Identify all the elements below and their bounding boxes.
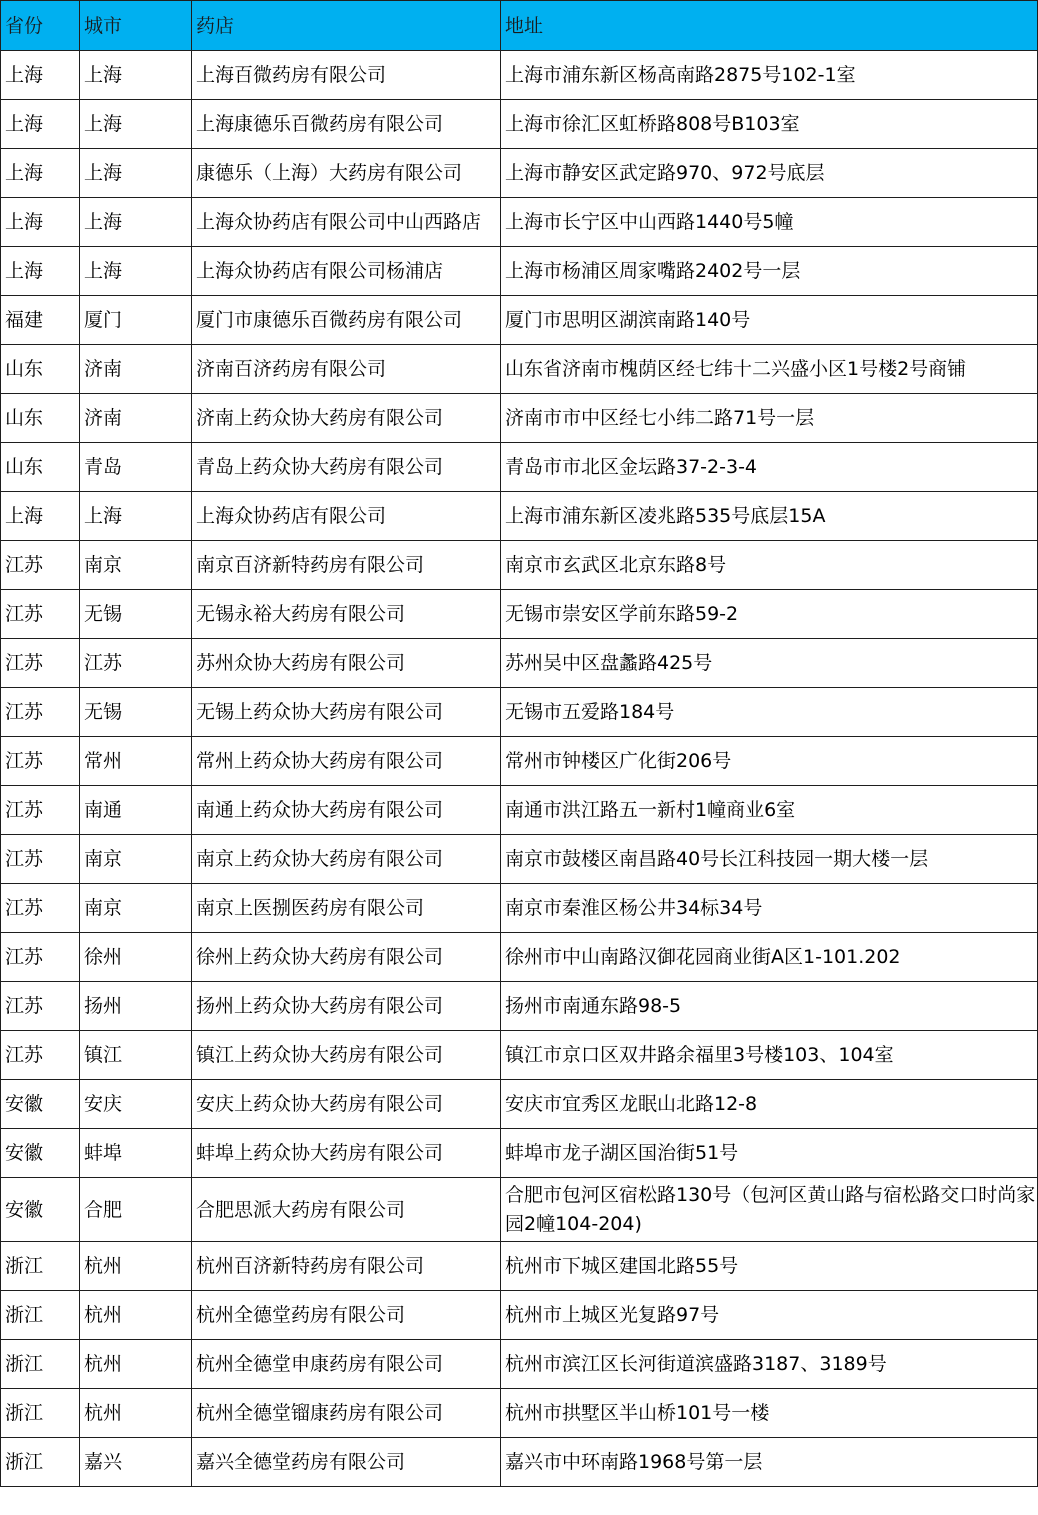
table-row (1, 1340, 1038, 1389)
city-cell: 厦门 (80, 296, 192, 345)
city-cell: 上海 (80, 51, 192, 100)
pharmacy-cell: 厦门市康德乐百微药房有限公司 (192, 296, 501, 345)
city-cell: 南京 (80, 541, 192, 590)
pharmacy-cell: 扬州上药众协大药房有限公司 (192, 982, 501, 1031)
table-row (1, 149, 1038, 198)
address-cell: 上海市长宁区中山西路1440号5幢 (501, 198, 1038, 247)
city-cell: 上海 (80, 247, 192, 296)
province-cell: 江苏 (1, 884, 80, 933)
province-cell: 江苏 (1, 590, 80, 639)
address-cell: 杭州市滨江区长河街道滨盛路3187、3189号 (501, 1340, 1038, 1389)
table-row (1, 884, 1038, 933)
city-cell: 无锡 (80, 688, 192, 737)
table-row (1, 835, 1038, 884)
pharmacy-cell: 无锡上药众协大药房有限公司 (192, 688, 501, 737)
table-row (1, 394, 1038, 443)
city-cell: 上海 (80, 492, 192, 541)
city-cell: 无锡 (80, 590, 192, 639)
pharmacy-cell: 上海众协药店有限公司 (192, 492, 501, 541)
address-cell: 上海市杨浦区周家嘴路2402号一层 (501, 247, 1038, 296)
province-cell: 浙江 (1, 1438, 80, 1487)
table-row (1, 1242, 1038, 1291)
pharmacy-cell: 杭州全德堂药房有限公司 (192, 1291, 501, 1340)
pharmacy-cell: 镇江上药众协大药房有限公司 (192, 1031, 501, 1080)
pharmacy-cell: 上海康德乐百微药房有限公司 (192, 100, 501, 149)
header-city: 城市 (80, 1, 192, 51)
pharmacy-cell: 济南百济药房有限公司 (192, 345, 501, 394)
address-cell: 常州市钟楼区广化街206号 (501, 737, 1038, 786)
city-cell: 上海 (80, 149, 192, 198)
table-row (1, 345, 1038, 394)
address-cell: 杭州市上城区光复路97号 (501, 1291, 1038, 1340)
address-cell: 蚌埠市龙子湖区国治街51号 (501, 1129, 1038, 1178)
address-cell: 上海市浦东新区凌兆路535号底层15A (501, 492, 1038, 541)
province-cell: 上海 (1, 247, 80, 296)
address-cell: 杭州市下城区建国北路55号 (501, 1242, 1038, 1291)
province-cell: 上海 (1, 149, 80, 198)
table-row (1, 933, 1038, 982)
address-cell: 济南市市中区经七小纬二路71号一层 (501, 394, 1038, 443)
pharmacy-cell: 南通上药众协大药房有限公司 (192, 786, 501, 835)
province-cell: 江苏 (1, 541, 80, 590)
province-cell: 山东 (1, 394, 80, 443)
address-cell: 嘉兴市中环南路1968号第一层 (501, 1438, 1038, 1487)
city-cell: 杭州 (80, 1389, 192, 1438)
province-cell: 山东 (1, 345, 80, 394)
address-cell: 上海市静安区武定路970、972号底层 (501, 149, 1038, 198)
province-cell: 江苏 (1, 786, 80, 835)
pharmacy-cell: 上海众协药店有限公司中山西路店 (192, 198, 501, 247)
province-cell: 江苏 (1, 982, 80, 1031)
pharmacy-cell: 青岛上药众协大药房有限公司 (192, 443, 501, 492)
province-cell: 上海 (1, 100, 80, 149)
address-cell: 扬州市南通东路98-5 (501, 982, 1038, 1031)
city-cell: 杭州 (80, 1340, 192, 1389)
city-cell: 镇江 (80, 1031, 192, 1080)
table-row (1, 1080, 1038, 1129)
table-row (1, 51, 1038, 100)
pharmacy-cell: 上海百微药房有限公司 (192, 51, 501, 100)
pharmacy-cell: 蚌埠上药众协大药房有限公司 (192, 1129, 501, 1178)
table-row (1, 198, 1038, 247)
province-cell: 上海 (1, 492, 80, 541)
address-cell: 苏州吴中区盘蠡路425号 (501, 639, 1038, 688)
address-cell: 南通市洪江路五一新村1幢商业6室 (501, 786, 1038, 835)
city-cell: 上海 (80, 100, 192, 149)
city-cell: 合肥 (80, 1178, 192, 1242)
province-cell: 江苏 (1, 639, 80, 688)
pharmacy-cell: 嘉兴全德堂药房有限公司 (192, 1438, 501, 1487)
city-cell: 安庆 (80, 1080, 192, 1129)
address-cell: 无锡市崇安区学前东路59-2 (501, 590, 1038, 639)
pharmacy-cell: 上海众协药店有限公司杨浦店 (192, 247, 501, 296)
table-row (1, 1291, 1038, 1340)
city-cell: 上海 (80, 198, 192, 247)
header-address: 地址 (501, 1, 1038, 51)
address-cell: 青岛市市北区金坛路37-2-3-4 (501, 443, 1038, 492)
province-cell: 浙江 (1, 1242, 80, 1291)
city-cell: 嘉兴 (80, 1438, 192, 1487)
table-row (1, 1389, 1038, 1438)
province-cell: 安徽 (1, 1178, 80, 1242)
table-row (1, 982, 1038, 1031)
pharmacy-cell: 常州上药众协大药房有限公司 (192, 737, 501, 786)
pharmacy-cell: 南京百济新特药房有限公司 (192, 541, 501, 590)
header-pharmacy: 药店 (192, 1, 501, 51)
province-cell: 江苏 (1, 1031, 80, 1080)
table-row (1, 639, 1038, 688)
province-cell: 浙江 (1, 1340, 80, 1389)
province-cell: 上海 (1, 51, 80, 100)
pharmacy-cell: 杭州百济新特药房有限公司 (192, 1242, 501, 1291)
address-cell: 南京市玄武区北京东路8号 (501, 541, 1038, 590)
table-row (1, 247, 1038, 296)
pharmacy-cell: 无锡永裕大药房有限公司 (192, 590, 501, 639)
pharmacy-cell: 南京上药众协大药房有限公司 (192, 835, 501, 884)
province-cell: 江苏 (1, 933, 80, 982)
table-body (1, 51, 1038, 1487)
province-cell: 江苏 (1, 737, 80, 786)
address-cell: 杭州市拱墅区半山桥101号一楼 (501, 1389, 1038, 1438)
header-row (1, 1, 1038, 51)
table-row (1, 590, 1038, 639)
header-province: 省份 (1, 1, 80, 51)
address-cell: 镇江市京口区双井路余福里3号楼103、104室 (501, 1031, 1038, 1080)
province-cell: 浙江 (1, 1389, 80, 1438)
table-row (1, 737, 1038, 786)
city-cell: 扬州 (80, 982, 192, 1031)
city-cell: 杭州 (80, 1291, 192, 1340)
address-cell: 厦门市思明区湖滨南路140号 (501, 296, 1038, 345)
pharmacy-cell: 苏州众协大药房有限公司 (192, 639, 501, 688)
address-cell: 合肥市包河区宿松路130号（包河区黄山路与宿松路交口时尚家园2幢104-204) (501, 1178, 1038, 1242)
province-cell: 江苏 (1, 835, 80, 884)
table-row (1, 296, 1038, 345)
province-cell: 福建 (1, 296, 80, 345)
table-row (1, 1178, 1038, 1242)
pharmacy-cell: 合肥思派大药房有限公司 (192, 1178, 501, 1242)
city-cell: 济南 (80, 394, 192, 443)
city-cell: 江苏 (80, 639, 192, 688)
province-cell: 江苏 (1, 688, 80, 737)
address-cell: 安庆市宜秀区龙眠山北路12-8 (501, 1080, 1038, 1129)
address-cell: 徐州市中山南路汉御花园商业街A区1-101.202 (501, 933, 1038, 982)
table-row (1, 786, 1038, 835)
pharmacy-cell: 徐州上药众协大药房有限公司 (192, 933, 501, 982)
address-cell: 上海市徐汇区虹桥路808号B103室 (501, 100, 1038, 149)
address-cell: 南京市鼓楼区南昌路40号长江科技园一期大楼一层 (501, 835, 1038, 884)
pharmacy-cell: 杭州全德堂申康药房有限公司 (192, 1340, 501, 1389)
city-cell: 常州 (80, 737, 192, 786)
table-row (1, 100, 1038, 149)
pharmacy-cell: 杭州全德堂镏康药房有限公司 (192, 1389, 501, 1438)
pharmacy-cell: 南京上医捌医药房有限公司 (192, 884, 501, 933)
table-row (1, 492, 1038, 541)
province-cell: 山东 (1, 443, 80, 492)
pharmacy-cell: 安庆上药众协大药房有限公司 (192, 1080, 501, 1129)
province-cell: 安徽 (1, 1129, 80, 1178)
address-cell: 上海市浦东新区杨高南路2875号102-1室 (501, 51, 1038, 100)
city-cell: 徐州 (80, 933, 192, 982)
city-cell: 南京 (80, 884, 192, 933)
address-cell: 无锡市五爱路184号 (501, 688, 1038, 737)
table-row (1, 541, 1038, 590)
address-cell: 南京市秦淮区杨公井34标34号 (501, 884, 1038, 933)
city-cell: 蚌埠 (80, 1129, 192, 1178)
city-cell: 南京 (80, 835, 192, 884)
table-row (1, 688, 1038, 737)
city-cell: 青岛 (80, 443, 192, 492)
pharmacy-cell: 济南上药众协大药房有限公司 (192, 394, 501, 443)
city-cell: 杭州 (80, 1242, 192, 1291)
city-cell: 济南 (80, 345, 192, 394)
province-cell: 浙江 (1, 1291, 80, 1340)
address-cell: 山东省济南市槐荫区经七纬十二兴盛小区1号楼2号商铺 (501, 345, 1038, 394)
province-cell: 上海 (1, 198, 80, 247)
table-row (1, 1031, 1038, 1080)
table-row (1, 1438, 1038, 1487)
city-cell: 南通 (80, 786, 192, 835)
table-row (1, 443, 1038, 492)
table-row (1, 1129, 1038, 1178)
province-cell: 安徽 (1, 1080, 80, 1129)
pharmacy-cell: 康德乐（上海）大药房有限公司 (192, 149, 501, 198)
